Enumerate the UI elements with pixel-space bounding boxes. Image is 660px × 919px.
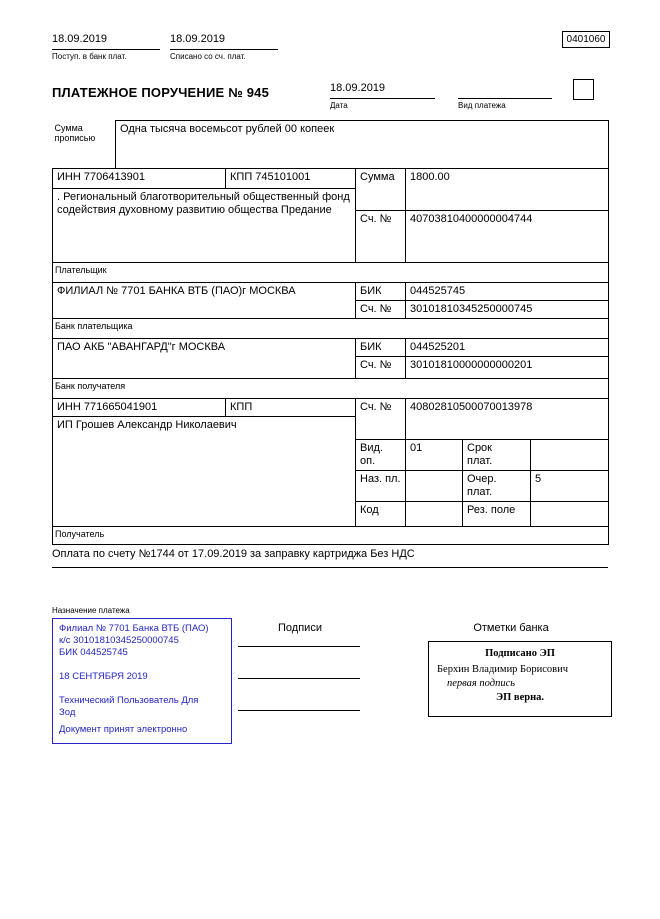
debited-date-label: Списано со сч. плат.	[170, 52, 246, 61]
ep-stamp-title: Подписано ЭП	[485, 648, 555, 659]
debited-date-value: 18.09.2019	[170, 33, 278, 50]
payee-bank-bik-label: БИК	[356, 339, 406, 357]
bank-stamp	[52, 618, 232, 744]
reserve-value	[531, 502, 609, 527]
document-date-value: 18.09.2019	[330, 82, 435, 99]
priority-value: 5	[531, 471, 609, 502]
payment-kind-block	[458, 82, 552, 110]
payer-account: 40703810400000004744	[406, 211, 609, 263]
payee-bank-account-label: Сч. №	[356, 357, 406, 379]
payment-kind-value	[458, 82, 552, 99]
bank-stamp-line-user: Технический Пользователь Для Зод	[59, 695, 199, 718]
code-label: Код	[356, 502, 406, 527]
ep-stamp-signer: Берхин Владимир Борисович	[437, 664, 568, 675]
amount-words-value: Одна тысяча восемьсот рублей 00 копеек	[116, 121, 609, 169]
purpose-text: Оплата по счету №1744 от 17.09.2019 за заправку картриджа Без НДС	[52, 548, 608, 568]
signatures-header: Подписи	[278, 622, 322, 634]
payer-inn: ИНН 7706413901	[53, 169, 226, 189]
amount-label: Сумма	[356, 169, 406, 211]
payee-name: ИП Грошев Александр Николаевич	[53, 417, 356, 527]
document-date-block	[330, 82, 435, 110]
bank-stamp-line-branch: Филиал № 7701 Банка ВТБ (ПАО)	[59, 623, 209, 634]
pay-term-value	[531, 440, 609, 471]
payer-section-label: Плательщик	[53, 263, 609, 283]
purpose-section-label: Назначение платежа	[52, 606, 130, 615]
payee-bank-section-label: Банк получателя	[53, 379, 609, 399]
priority-label-cell	[463, 471, 531, 502]
payer-bank-bik: 044525745	[406, 283, 609, 301]
purpose-code-label: Наз. пл.	[356, 471, 406, 502]
payee-bank-bik: 044525201	[406, 339, 609, 357]
status-code-box	[573, 79, 594, 100]
document-date-label: Дата	[330, 101, 348, 110]
op-kind-value: 01	[406, 440, 463, 471]
received-date-block	[52, 33, 160, 61]
payment-order-table	[52, 120, 609, 545]
priority-label: Очер. плат.	[467, 473, 497, 498]
payer-bank-account: 30101810345250000745	[406, 301, 609, 319]
payee-inn: ИНН 771665041901	[53, 399, 226, 417]
form-code-box: 0401060	[562, 31, 610, 48]
bank-stamp-line-accepted: Документ принят электронно	[59, 724, 188, 735]
ep-stamp-validity: ЭП верна.	[495, 692, 544, 703]
op-kind-label: Вид. оп.	[356, 440, 406, 471]
ep-stamp-role: первая подпись	[447, 678, 516, 689]
payee-kpp-label: КПП	[226, 399, 356, 417]
amount-value: 1800.00	[406, 169, 609, 211]
payer-bank-name: ФИЛИАЛ № 7701 БАНКА ВТБ (ПАО)г МОСКВА	[53, 283, 356, 319]
purpose-code-value	[406, 471, 463, 502]
pay-term-label-cell	[463, 440, 531, 471]
payer-account-label: Сч. №	[356, 211, 406, 263]
payee-account-label: Сч. №	[356, 399, 406, 440]
payer-bank-bik-label: БИК	[356, 283, 406, 301]
reserve-label: Рез. поле	[463, 502, 531, 527]
payment-kind-label: Вид платежа	[458, 101, 506, 110]
bank-stamp-line-date: 18 СЕНТЯБРЯ 2019	[59, 671, 148, 682]
signature-line-1	[238, 646, 360, 647]
bank-marks-header: Отметки банка	[473, 622, 549, 634]
debited-date-block	[170, 33, 278, 61]
payee-bank-name: ПАО АКБ "АВАНГАРД"г МОСКВА	[53, 339, 356, 379]
payer-name: . Региональный благотворительный общественный фонд содействия духовному развитию общества Предание	[53, 189, 356, 263]
payee-bank-account: 30101810000000000201	[406, 357, 609, 379]
signature-line-2	[238, 678, 360, 679]
payee-section-label: Получатель	[53, 527, 609, 545]
pay-term-label: Срок плат.	[467, 442, 493, 467]
received-date-label: Поступ. в банк плат.	[52, 52, 127, 61]
ep-stamp	[428, 641, 612, 717]
received-date-value: 18.09.2019	[52, 33, 160, 50]
bank-stamp-line-corr-account: к/с 30101810345250000745	[59, 635, 179, 646]
payer-kpp: КПП 745101001	[226, 169, 356, 189]
document-title: ПЛАТЕЖНОЕ ПОРУЧЕНИЕ № 945	[52, 85, 270, 100]
payer-bank-account-label: Сч. №	[356, 301, 406, 319]
payee-account: 40802810500070013978	[406, 399, 609, 440]
signature-line-3	[238, 710, 360, 711]
payer-bank-section-label: Банк плательщика	[53, 319, 609, 339]
bank-stamp-line-bik: БИК 044525745	[59, 647, 128, 658]
amount-words-label: Сумма прописью	[54, 122, 96, 143]
code-value	[406, 502, 463, 527]
